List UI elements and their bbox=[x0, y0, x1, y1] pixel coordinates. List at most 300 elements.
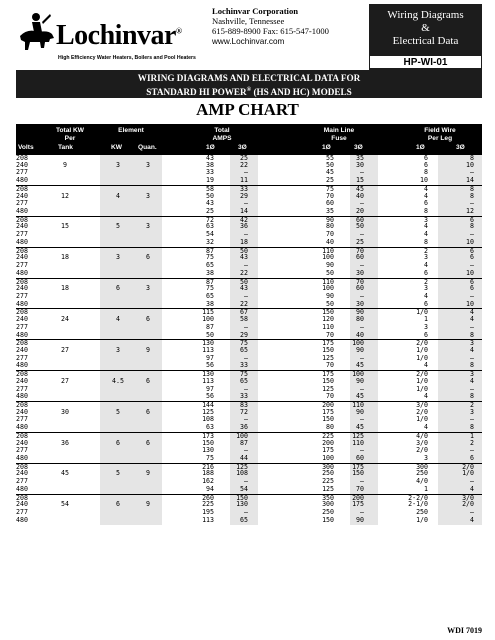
cell-wire-1ph: 3 bbox=[424, 284, 428, 293]
cell-fuse-3ph: 45 bbox=[356, 184, 364, 193]
cell-fuse-1ph: 100 bbox=[322, 454, 334, 463]
cell-element-kw: 3 bbox=[116, 345, 120, 354]
cell-wire-3ph: 2/0 bbox=[462, 500, 474, 509]
table-row bbox=[16, 370, 482, 378]
cell-amps-3ph: 58 bbox=[240, 315, 248, 324]
cell-fuse-1ph: 45 bbox=[326, 168, 334, 177]
doc-code: HP-WI-01 bbox=[369, 55, 482, 69]
cell-amps-3ph: 29 bbox=[240, 191, 248, 200]
cell-fuse-1ph: 150 bbox=[322, 376, 334, 385]
cell-wire-1ph: 8 bbox=[424, 168, 428, 177]
cell-amps-1ph: 162 bbox=[202, 477, 214, 486]
cell-wire-3ph: 4 bbox=[470, 315, 474, 324]
company-phone: 615-889-8900 Fax: 615-547-1000 bbox=[212, 26, 329, 37]
cell-volts: 277 bbox=[16, 384, 28, 393]
cell-volts: 240 bbox=[16, 407, 28, 416]
document-title-box bbox=[369, 4, 482, 70]
cell-volts: 208 bbox=[16, 215, 28, 224]
cell-volts: 480 bbox=[16, 454, 28, 463]
cell-element-kw: 5 bbox=[116, 469, 120, 478]
cell-element-quan: 9 bbox=[146, 500, 150, 509]
column-shading bbox=[100, 208, 162, 216]
cell-volts: 277 bbox=[16, 477, 28, 486]
cell-fuse-1ph: 150 bbox=[322, 345, 334, 354]
cell-volts: 480 bbox=[16, 176, 28, 185]
cell-wire-3ph: 3 bbox=[470, 370, 474, 379]
cell-element-quan: 3 bbox=[146, 160, 150, 169]
cell-wire-3ph: – bbox=[470, 199, 474, 208]
cell-fuse-1ph: 50 bbox=[326, 299, 334, 308]
column-shading bbox=[100, 200, 162, 208]
cell-volts: 208 bbox=[16, 246, 28, 255]
table-row bbox=[16, 455, 482, 463]
cell-wire-3ph: – bbox=[470, 446, 474, 455]
cell-fuse-1ph: 90 bbox=[326, 261, 334, 270]
cell-volts: 240 bbox=[16, 315, 28, 324]
cell-amps-3ph: 75 bbox=[240, 370, 248, 379]
cell-amps-3ph: 65 bbox=[240, 515, 248, 524]
cell-wire-3ph: 1 bbox=[470, 431, 474, 440]
header-element: Element bbox=[118, 127, 144, 134]
cell-fuse-3ph: 30 bbox=[356, 299, 364, 308]
table-row bbox=[16, 200, 482, 208]
cell-element-quan: 6 bbox=[146, 253, 150, 262]
cell-amps-1ph: 130 bbox=[202, 446, 214, 455]
cell-wire-3ph: 8 bbox=[470, 191, 474, 200]
cell-amps-3ph: – bbox=[244, 508, 248, 517]
cell-fuse-3ph: – bbox=[360, 415, 364, 424]
cell-wire-3ph: 6 bbox=[470, 215, 474, 224]
cell-wire-3ph: 4 bbox=[470, 515, 474, 524]
cell-fuse-3ph: 45 bbox=[356, 423, 364, 432]
cell-wire-3ph: 6 bbox=[470, 253, 474, 262]
cell-fuse-1ph: 125 bbox=[322, 384, 334, 393]
cell-total-kw: 45 bbox=[61, 469, 69, 478]
cell-wire-1ph: 1/0 bbox=[416, 415, 428, 424]
table-row bbox=[16, 262, 482, 270]
column-shading bbox=[100, 332, 162, 340]
brand-name: Lochinvar® bbox=[56, 20, 182, 51]
table-row bbox=[16, 231, 482, 239]
cell-fuse-1ph: 300 bbox=[322, 500, 334, 509]
table-header bbox=[16, 124, 482, 154]
cell-total-kw: 9 bbox=[63, 160, 67, 169]
cell-volts: 480 bbox=[16, 515, 28, 524]
cell-amps-3ph: 65 bbox=[240, 376, 248, 385]
column-shading bbox=[100, 279, 162, 286]
cell-fuse-3ph: 70 bbox=[356, 484, 364, 493]
cell-wire-1ph: 4 bbox=[424, 361, 428, 370]
cell-amps-1ph: 75 bbox=[206, 284, 214, 293]
cell-wire-1ph: 3 bbox=[424, 253, 428, 262]
doc-title-line2: & bbox=[421, 22, 430, 34]
cell-wire-3ph: 10 bbox=[466, 237, 474, 246]
cell-amps-1ph: 38 bbox=[206, 160, 214, 169]
cell-fuse-1ph: 70 bbox=[326, 191, 334, 200]
cell-fuse-3ph: 125 bbox=[352, 431, 364, 440]
cell-amps-1ph: 97 bbox=[206, 384, 214, 393]
cell-fuse-1ph: 125 bbox=[322, 484, 334, 493]
cell-fuse-1ph: 250 bbox=[322, 508, 334, 517]
table-row bbox=[16, 193, 482, 201]
cell-fuse-3ph: 45 bbox=[356, 361, 364, 370]
cell-fuse-3ph: 90 bbox=[356, 345, 364, 354]
cell-fuse-3ph: – bbox=[360, 261, 364, 270]
banner bbox=[16, 70, 482, 98]
cell-fuse-3ph: 70 bbox=[356, 246, 364, 255]
cell-wire-1ph: 1/0 bbox=[416, 308, 428, 317]
cell-wire-1ph: 3 bbox=[424, 215, 428, 224]
table-row bbox=[16, 378, 482, 386]
cell-total-kw: 18 bbox=[61, 253, 69, 262]
cell-fuse-3ph: 15 bbox=[356, 176, 364, 185]
cell-volts: 277 bbox=[16, 508, 28, 517]
cell-wire-1ph: 300 bbox=[416, 462, 428, 471]
table-row bbox=[16, 401, 482, 409]
cell-wire-1ph: 2 bbox=[424, 277, 428, 286]
table-row bbox=[16, 347, 482, 355]
cell-amps-1ph: 108 bbox=[202, 415, 214, 424]
cell-fuse-3ph: – bbox=[360, 508, 364, 517]
table-row bbox=[16, 154, 482, 162]
cell-wire-1ph: 1/0 bbox=[416, 345, 428, 354]
cell-fuse-3ph: 175 bbox=[352, 462, 364, 471]
column-shading bbox=[100, 402, 162, 409]
company-city: Nashville, Tennessee bbox=[212, 16, 285, 27]
cell-fuse-3ph: 110 bbox=[352, 401, 364, 409]
cell-wire-1ph: 1/0 bbox=[416, 353, 428, 362]
cell-volts: 480 bbox=[16, 423, 28, 432]
cell-fuse-1ph: 110 bbox=[322, 322, 334, 331]
cell-wire-3ph: 10 bbox=[466, 268, 474, 277]
cell-element-kw: 6 bbox=[116, 284, 120, 293]
cell-amps-1ph: 87 bbox=[206, 322, 214, 331]
cell-fuse-1ph: 200 bbox=[322, 401, 334, 409]
cell-amps-3ph: 87 bbox=[240, 438, 248, 447]
table-body bbox=[16, 154, 482, 525]
cell-fuse-3ph: 25 bbox=[356, 237, 364, 246]
header bbox=[16, 4, 482, 70]
header-wire-3ph: 3Ø bbox=[456, 144, 465, 151]
amp-chart-table bbox=[16, 124, 482, 525]
cell-volts: 240 bbox=[16, 345, 28, 354]
cell-wire-1ph: 2 bbox=[424, 246, 428, 255]
table-row bbox=[16, 177, 482, 185]
cell-element-kw: 6 bbox=[116, 500, 120, 509]
cell-amps-3ph: – bbox=[244, 168, 248, 177]
cell-wire-1ph: 1 bbox=[424, 315, 428, 324]
cell-amps-1ph: 72 bbox=[206, 215, 214, 224]
cell-amps-3ph: – bbox=[244, 261, 248, 270]
cell-fuse-1ph: 100 bbox=[322, 284, 334, 293]
table-row bbox=[16, 486, 482, 494]
cell-amps-3ph: 50 bbox=[240, 277, 248, 286]
table-row bbox=[16, 316, 482, 324]
cell-amps-1ph: 58 bbox=[206, 184, 214, 193]
cell-wire-1ph: 2/0 bbox=[416, 339, 428, 348]
company-info bbox=[212, 6, 329, 47]
cell-volts: 208 bbox=[16, 308, 28, 317]
cell-fuse-3ph: 90 bbox=[356, 376, 364, 385]
cell-element-quan: 3 bbox=[146, 284, 150, 293]
cell-fuse-3ph: 30 bbox=[356, 160, 364, 169]
cell-wire-1ph: 4 bbox=[424, 291, 428, 300]
cell-volts: 240 bbox=[16, 253, 28, 262]
cell-fuse-3ph: – bbox=[360, 230, 364, 239]
cell-volts: 277 bbox=[16, 353, 28, 362]
cell-wire-3ph: – bbox=[470, 353, 474, 362]
cell-wire-3ph: 3/0 bbox=[462, 493, 474, 502]
table-row bbox=[16, 301, 482, 309]
cell-wire-3ph: 10 bbox=[466, 299, 474, 308]
cell-total-kw: 12 bbox=[61, 191, 69, 200]
cell-amps-3ph: 14 bbox=[240, 207, 248, 216]
cell-fuse-3ph: 90 bbox=[356, 407, 364, 416]
table-row bbox=[16, 169, 482, 177]
cell-wire-3ph: 4 bbox=[470, 376, 474, 385]
cell-fuse-3ph: 40 bbox=[356, 330, 364, 339]
cell-fuse-1ph: 125 bbox=[322, 353, 334, 362]
cell-volts: 277 bbox=[16, 168, 28, 177]
cell-amps-1ph: 125 bbox=[202, 407, 214, 416]
column-shading bbox=[100, 293, 162, 301]
table-row bbox=[16, 285, 482, 293]
cell-wire-3ph: – bbox=[470, 477, 474, 486]
cell-amps-3ph: 150 bbox=[236, 493, 248, 502]
cell-wire-1ph: 4 bbox=[424, 261, 428, 270]
cell-amps-1ph: 97 bbox=[206, 353, 214, 362]
cell-amps-3ph: 22 bbox=[240, 268, 248, 277]
column-shading bbox=[100, 355, 162, 363]
cell-wire-3ph: – bbox=[470, 230, 474, 239]
cell-amps-1ph: 87 bbox=[206, 246, 214, 255]
cell-total-kw: 36 bbox=[61, 438, 69, 447]
cell-fuse-1ph: 90 bbox=[326, 215, 334, 224]
table-row bbox=[16, 162, 482, 170]
cell-wire-3ph: 2/0 bbox=[462, 462, 474, 471]
column-shading bbox=[100, 455, 162, 463]
cell-fuse-3ph: 80 bbox=[356, 315, 364, 324]
column-shading bbox=[100, 486, 162, 494]
column-shading bbox=[100, 186, 162, 193]
cell-element-quan: 3 bbox=[146, 222, 150, 231]
cell-amps-1ph: 33 bbox=[206, 168, 214, 177]
cell-wire-3ph: – bbox=[470, 322, 474, 331]
cell-wire-3ph: 8 bbox=[470, 154, 474, 162]
cell-wire-3ph: 4 bbox=[470, 484, 474, 493]
cell-amps-1ph: 43 bbox=[206, 154, 214, 162]
cell-amps-3ph: 67 bbox=[240, 308, 248, 317]
cell-fuse-3ph: – bbox=[360, 477, 364, 486]
cell-fuse-3ph: – bbox=[360, 384, 364, 393]
cell-amps-3ph: 22 bbox=[240, 160, 248, 169]
cell-fuse-3ph: 60 bbox=[356, 454, 364, 463]
cell-amps-1ph: 113 bbox=[202, 345, 214, 354]
column-shading bbox=[100, 433, 162, 440]
table-row bbox=[16, 223, 482, 231]
cell-amps-3ph: 44 bbox=[240, 454, 248, 463]
cell-element-quan: 6 bbox=[146, 407, 150, 416]
cell-total-kw: 18 bbox=[61, 284, 69, 293]
table-row bbox=[16, 517, 482, 525]
cell-amps-1ph: 115 bbox=[202, 308, 214, 317]
cell-fuse-1ph: 55 bbox=[326, 154, 334, 162]
table-row bbox=[16, 185, 482, 193]
cell-wire-3ph: 2 bbox=[470, 401, 474, 409]
cell-fuse-1ph: 80 bbox=[326, 222, 334, 231]
column-shading bbox=[100, 362, 162, 370]
table-row bbox=[16, 332, 482, 340]
cell-amps-3ph: 33 bbox=[240, 392, 248, 401]
cell-wire-1ph: 4 bbox=[424, 230, 428, 239]
table-row bbox=[16, 254, 482, 262]
cell-fuse-3ph: – bbox=[360, 353, 364, 362]
cell-volts: 208 bbox=[16, 462, 28, 471]
cell-fuse-3ph: 60 bbox=[356, 253, 364, 262]
cell-fuse-1ph: 150 bbox=[322, 415, 334, 424]
cell-fuse-1ph: 90 bbox=[326, 291, 334, 300]
cell-amps-1ph: 113 bbox=[202, 376, 214, 385]
cell-wire-3ph: – bbox=[470, 508, 474, 517]
cell-wire-3ph: 3 bbox=[470, 407, 474, 416]
column-shading bbox=[100, 495, 162, 502]
cell-amps-3ph: – bbox=[244, 384, 248, 393]
cell-wire-1ph: 1 bbox=[424, 484, 428, 493]
table-row bbox=[16, 208, 482, 216]
cell-fuse-1ph: 75 bbox=[326, 184, 334, 193]
cell-amps-3ph: 50 bbox=[240, 246, 248, 255]
column-shading bbox=[100, 478, 162, 486]
cell-amps-1ph: 130 bbox=[202, 339, 214, 348]
cell-volts: 240 bbox=[16, 376, 28, 385]
cell-fuse-3ph: 150 bbox=[352, 469, 364, 478]
cell-amps-1ph: 173 bbox=[202, 431, 214, 440]
cell-fuse-1ph: 35 bbox=[326, 207, 334, 216]
cell-amps-3ph: 33 bbox=[240, 184, 248, 193]
cell-wire-3ph: 6 bbox=[470, 246, 474, 255]
header-field-wire: Field Wire Per Leg bbox=[424, 127, 456, 142]
cell-amps-3ph: 22 bbox=[240, 299, 248, 308]
cell-fuse-3ph: – bbox=[360, 291, 364, 300]
table-row bbox=[16, 278, 482, 286]
header-kw: KW bbox=[111, 144, 122, 151]
cell-amps-1ph: 87 bbox=[206, 277, 214, 286]
column-shading bbox=[100, 248, 162, 255]
table-row bbox=[16, 386, 482, 394]
cell-wire-3ph: 4 bbox=[470, 345, 474, 354]
cell-amps-3ph: 43 bbox=[240, 253, 248, 262]
column-shading bbox=[100, 217, 162, 224]
cell-total-kw: 27 bbox=[61, 376, 69, 385]
cell-fuse-1ph: 175 bbox=[322, 407, 334, 416]
cell-fuse-1ph: 175 bbox=[322, 339, 334, 348]
cell-fuse-1ph: 110 bbox=[322, 246, 334, 255]
cell-volts: 277 bbox=[16, 291, 28, 300]
cell-fuse-3ph: 90 bbox=[356, 308, 364, 317]
cell-fuse-1ph: 70 bbox=[326, 392, 334, 401]
cell-amps-1ph: 65 bbox=[206, 261, 214, 270]
page-title: AMP CHART bbox=[196, 100, 299, 119]
cell-amps-1ph: 75 bbox=[206, 454, 214, 463]
cell-fuse-1ph: 50 bbox=[326, 268, 334, 277]
cell-wire-1ph: 250 bbox=[416, 508, 428, 517]
cell-amps-1ph: 38 bbox=[206, 268, 214, 277]
cell-wire-3ph: 8 bbox=[470, 423, 474, 432]
cell-element-quan: 9 bbox=[146, 469, 150, 478]
column-shading bbox=[100, 177, 162, 185]
cell-volts: 240 bbox=[16, 191, 28, 200]
cell-fuse-1ph: 40 bbox=[326, 237, 334, 246]
cell-fuse-3ph: 60 bbox=[356, 284, 364, 293]
cell-wire-3ph: 10 bbox=[466, 160, 474, 169]
cell-total-kw: 30 bbox=[61, 407, 69, 416]
cell-fuse-3ph: 20 bbox=[356, 207, 364, 216]
column-shading bbox=[100, 270, 162, 278]
cell-amps-1ph: 32 bbox=[206, 237, 214, 246]
cell-fuse-3ph: 35 bbox=[356, 154, 364, 162]
cell-amps-3ph: 108 bbox=[236, 469, 248, 478]
cell-volts: 208 bbox=[16, 277, 28, 286]
cell-fuse-1ph: 175 bbox=[322, 370, 334, 379]
cell-fuse-1ph: 175 bbox=[322, 446, 334, 455]
banner-line1: WIRING DIAGRAMS AND ELECTRICAL DATA FOR bbox=[137, 73, 361, 83]
column-shading bbox=[100, 239, 162, 247]
cell-amps-1ph: 130 bbox=[202, 370, 214, 379]
column-shading bbox=[100, 301, 162, 309]
header-tank: Tank bbox=[58, 144, 73, 151]
header-quan: Quan. bbox=[138, 144, 157, 151]
company-name: Lochinvar Corporation bbox=[212, 6, 299, 16]
cell-amps-1ph: 56 bbox=[206, 392, 214, 401]
cell-element-kw: 5 bbox=[116, 222, 120, 231]
cell-wire-1ph: 4/0 bbox=[416, 431, 428, 440]
cell-amps-3ph: 65 bbox=[240, 345, 248, 354]
cell-amps-1ph: 54 bbox=[206, 230, 214, 239]
column-shading bbox=[100, 309, 162, 316]
table-row bbox=[16, 440, 482, 448]
cell-wire-1ph: 6 bbox=[424, 268, 428, 277]
column-shading bbox=[100, 416, 162, 424]
cell-wire-1ph: 3 bbox=[424, 454, 428, 463]
cell-wire-1ph: 4/0 bbox=[416, 477, 428, 486]
cell-fuse-1ph: 70 bbox=[326, 330, 334, 339]
company-website: www.Lochinvar.com bbox=[212, 36, 285, 46]
cell-fuse-3ph: 110 bbox=[352, 438, 364, 447]
cell-fuse-1ph: 70 bbox=[326, 361, 334, 370]
cell-wire-1ph: 4 bbox=[424, 191, 428, 200]
cell-amps-3ph: – bbox=[244, 353, 248, 362]
table-row bbox=[16, 447, 482, 455]
cell-wire-3ph: 6 bbox=[470, 454, 474, 463]
cell-element-kw: 4 bbox=[116, 191, 120, 200]
cell-wire-3ph: 8 bbox=[470, 392, 474, 401]
cell-wire-3ph: 8 bbox=[470, 222, 474, 231]
cell-fuse-1ph: 350 bbox=[322, 493, 334, 502]
cell-amps-3ph: 83 bbox=[240, 401, 248, 409]
cell-amps-3ph: 33 bbox=[240, 361, 248, 370]
cell-total-kw: 27 bbox=[61, 345, 69, 354]
logo bbox=[16, 8, 206, 62]
cell-wire-1ph: 10 bbox=[420, 176, 428, 185]
cell-amps-3ph: – bbox=[244, 446, 248, 455]
header-volts: Volts bbox=[18, 144, 34, 151]
cell-wire-1ph: 3/0 bbox=[416, 401, 428, 409]
table-row bbox=[16, 509, 482, 517]
cell-wire-3ph: 8 bbox=[470, 330, 474, 339]
cell-element-kw: 3 bbox=[116, 253, 120, 262]
cell-amps-3ph: – bbox=[244, 230, 248, 239]
cell-fuse-1ph: 25 bbox=[326, 176, 334, 185]
